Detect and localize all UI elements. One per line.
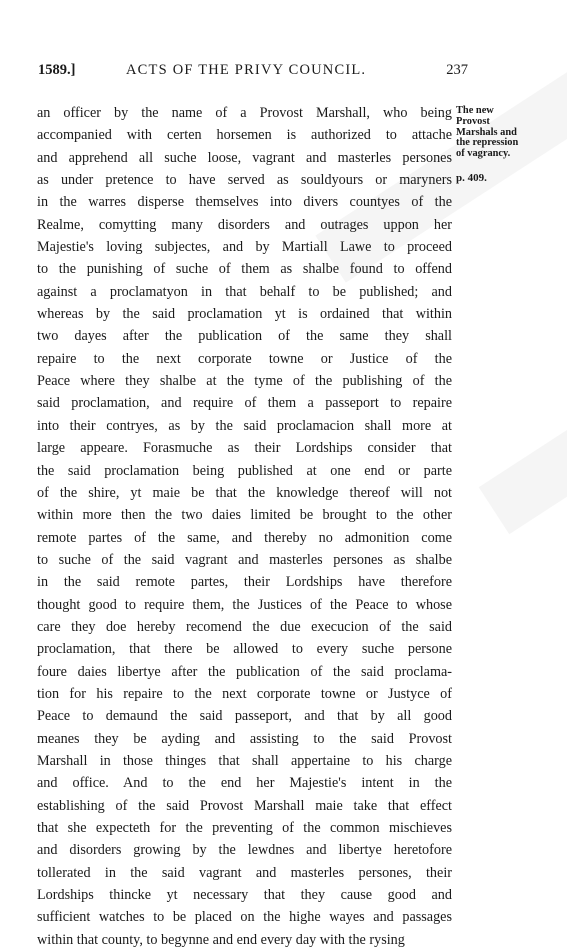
- text-line: proclamation, that there be allowed to every suche persone: [37, 641, 452, 658]
- margin-note-line: of vagrancy.: [456, 148, 511, 160]
- text-line: that she expecteth for the preventing of the common mischieves: [37, 820, 452, 836]
- text-line: of the shire, yt maie be that the knowledge thereof will not: [37, 484, 452, 501]
- margin-page-reference: p. 409.: [456, 172, 487, 184]
- text-line: the said proclamation being published at one end or parte: [37, 462, 452, 479]
- text-line: and apprehend all suche loose, vagrant and masterles persones: [37, 149, 452, 166]
- text-line: foure daies libertye after the publication of the said proclama-: [37, 663, 452, 680]
- text-line: tollerated in the said vagrant and masterles persones, their: [37, 864, 452, 881]
- text-line: within that county, to begynne and end every day with the rysing: [37, 931, 405, 948]
- margin-note-line: the repression: [456, 137, 519, 149]
- text-line: in the warres disperse themselves into divers countyes of the: [37, 194, 452, 211]
- running-title: ACTS OF THE PRIVY COUNCIL.: [126, 62, 367, 78]
- text-line: said proclamation, and require of them a passeport to repaire: [37, 395, 452, 412]
- text-line: an officer by the name of a Provost Marshall, who being: [37, 105, 452, 121]
- body-text: [37, 102, 452, 951]
- text-line: Realme, comytting many disorders and outrages uppon her: [37, 216, 452, 233]
- text-line: Peace to demaund the said passeport, and that by all good: [37, 708, 452, 725]
- text-line: and disorders growing by the lewdnes and libertye heretofore: [37, 842, 452, 859]
- text-line: thought good to require them, the Justices of the Peace to whose: [37, 596, 452, 613]
- text-line: within more then the two daies limited be brought to the other: [37, 507, 452, 524]
- page-number: 237: [446, 62, 468, 78]
- margin-note-line: The new: [456, 105, 494, 116]
- text-line: remote partes of the same, and thereby no admonition come: [37, 529, 452, 546]
- text-line: repaire to the next corporate towne or Justice of the: [37, 350, 452, 367]
- margin-note-line: Provost: [456, 115, 490, 127]
- text-line: in the said remote partes, their Lordships have therefore: [37, 574, 452, 591]
- text-line: sufficient watches to be placed on the highe wayes and passages: [37, 909, 452, 926]
- text-line: Majestie's loving subjectes, and by Martiall Lawe to proceed: [37, 239, 452, 256]
- text-line: against a proclamatyon in that behalf to be published; and: [37, 283, 452, 300]
- text-line: Peace where they shalbe at the tyme of the publishing of the: [37, 373, 452, 390]
- text-line: care they doe hereby recomend the due execucion of the said: [37, 618, 452, 635]
- text-line: accompanied with certen horsemen is authorized to attache: [37, 127, 452, 144]
- margin-note: [456, 106, 556, 160]
- header-year: 1589.]: [38, 62, 76, 78]
- text-line: to the punishing of suche of them as shalbe found to offend: [37, 261, 452, 278]
- text-line: to suche of the said vagrant and masterles persones as shalbe: [37, 551, 452, 568]
- text-line: tion for his repaire to the next corporate towne or Justyce of: [37, 685, 452, 702]
- text-line: and office. And to the end her Majestie's intent in the: [37, 775, 452, 792]
- text-line: large appeare. Forasmuche as their Lordships consider that: [37, 440, 452, 457]
- text-line: meanes they be ayding and assisting to the said Provost: [37, 730, 452, 747]
- text-line: two dayes after the publication of the same they shall: [37, 328, 452, 345]
- text-line: Marshall in those thinges that shall appertaine to his charge: [37, 752, 452, 769]
- text-line: whereas by the said proclamation yt is ordained that within: [37, 306, 452, 323]
- text-line: as under pretence to have served as souldyours or maryners: [37, 172, 452, 189]
- text-line: into their contryes, as by the said proclamacion shall more at: [37, 417, 452, 434]
- text-line: Lordships thincke yt necessary that they cause good and: [37, 887, 452, 904]
- margin-note-line: Marshals and: [456, 126, 517, 138]
- text-line: establishing of the said Provost Marshall maie take that effect: [37, 797, 452, 814]
- running-header: [38, 62, 468, 82]
